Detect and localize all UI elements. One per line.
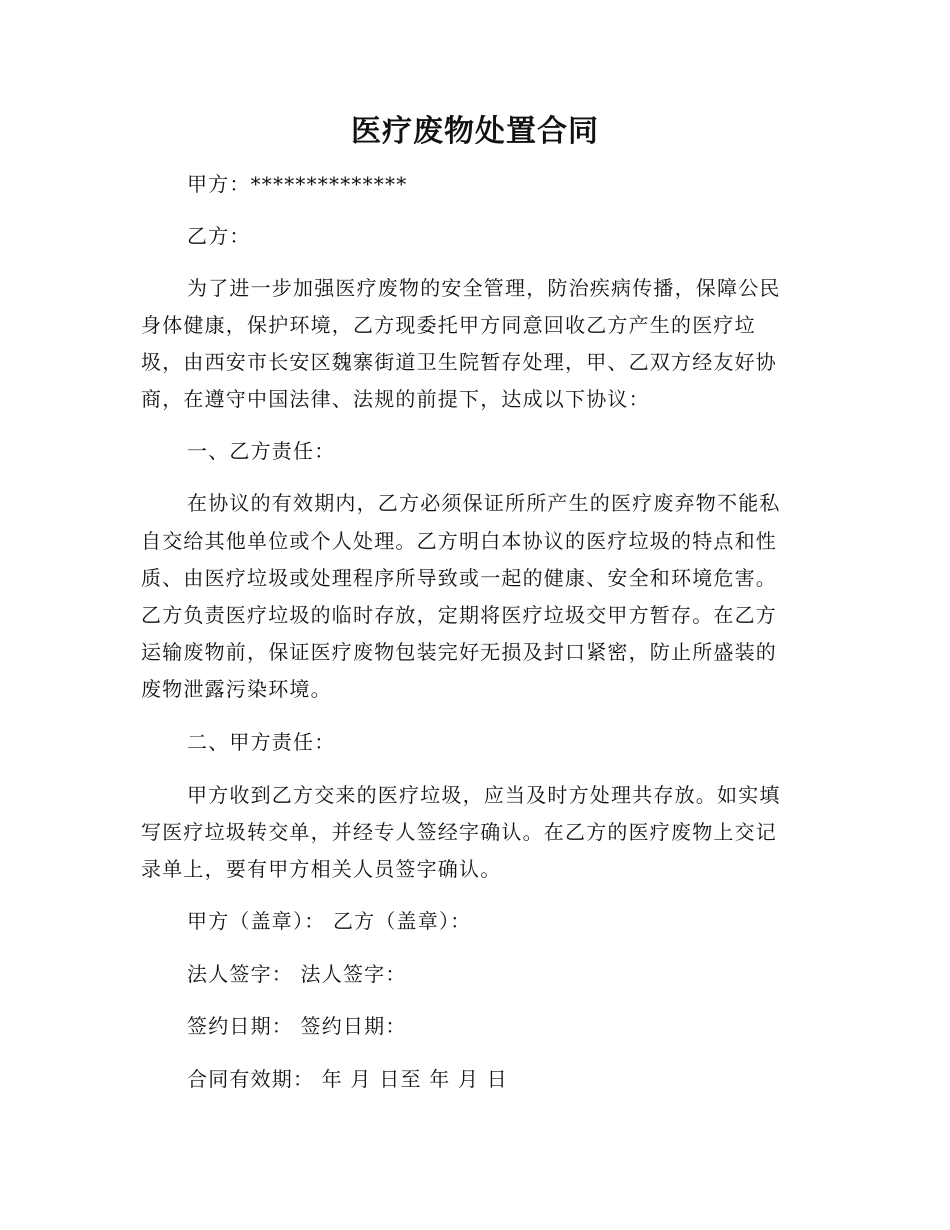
section-2-line-2: 写医疗垃圾转交单，并经专人签经字确认。在乙方的医疗废物上交记: [141, 820, 777, 844]
party-b-line: 乙方：: [187, 224, 251, 248]
section-2-line-3: 录单上，要有甲方相关人员签字确认。: [141, 857, 502, 881]
party-a-line: 甲方：**************: [187, 172, 408, 196]
section-2-heading: 二、甲方责任：: [187, 730, 336, 754]
seal-line: 甲方（盖章）： 乙方（盖章）：: [187, 909, 472, 933]
intro-line-1: 为了进一步加强医疗废物的安全管理，防治疾病传播，保障公民: [187, 276, 781, 300]
validity-period-line: 合同有效期： 年 月 日至 年 月 日: [187, 1067, 508, 1091]
section-1-line-4: 乙方负责医疗垃圾的临时存放，定期将医疗垃圾交甲方暂存。在乙方: [141, 603, 777, 627]
section-1-line-3: 质、由医疗垃圾或处理程序所导致或一起的健康、安全和环境危害。: [141, 566, 777, 590]
intro-line-3: 圾，由西安市长安区魏寨街道卫生院暂存处理，甲、乙双方经友好协: [141, 350, 777, 374]
sign-date-line: 签约日期： 签约日期：: [187, 1014, 407, 1038]
section-1-line-1: 在协议的有效期内，乙方必须保证所所产生的医疗废弃物不能私: [187, 491, 781, 515]
intro-line-4: 商，在遵守中国法律、法规的前提下，达成以下协议：: [141, 387, 650, 411]
section-1-line-2: 自交给其他单位或个人处理。乙方明白本协议的医疗垃圾的特点和性: [141, 529, 777, 553]
document-title: 医疗废物处置合同: [351, 114, 599, 149]
section-1-line-5: 运输废物前，保证医疗废物包装完好无损及封口紧密，防止所盛装的: [141, 640, 777, 664]
legal-signature-line: 法人签字： 法人签字：: [187, 962, 407, 986]
section-2-line-1: 甲方收到乙方交来的医疗垃圾，应当及时方处理共存放。如实填: [187, 783, 781, 807]
intro-line-2: 身体健康，保护环境，乙方现委托甲方同意回收乙方产生的医疗垃: [141, 313, 756, 337]
section-1-line-6: 废物泄露污染环境。: [141, 677, 332, 701]
section-1-heading: 一、乙方责任：: [187, 439, 336, 463]
